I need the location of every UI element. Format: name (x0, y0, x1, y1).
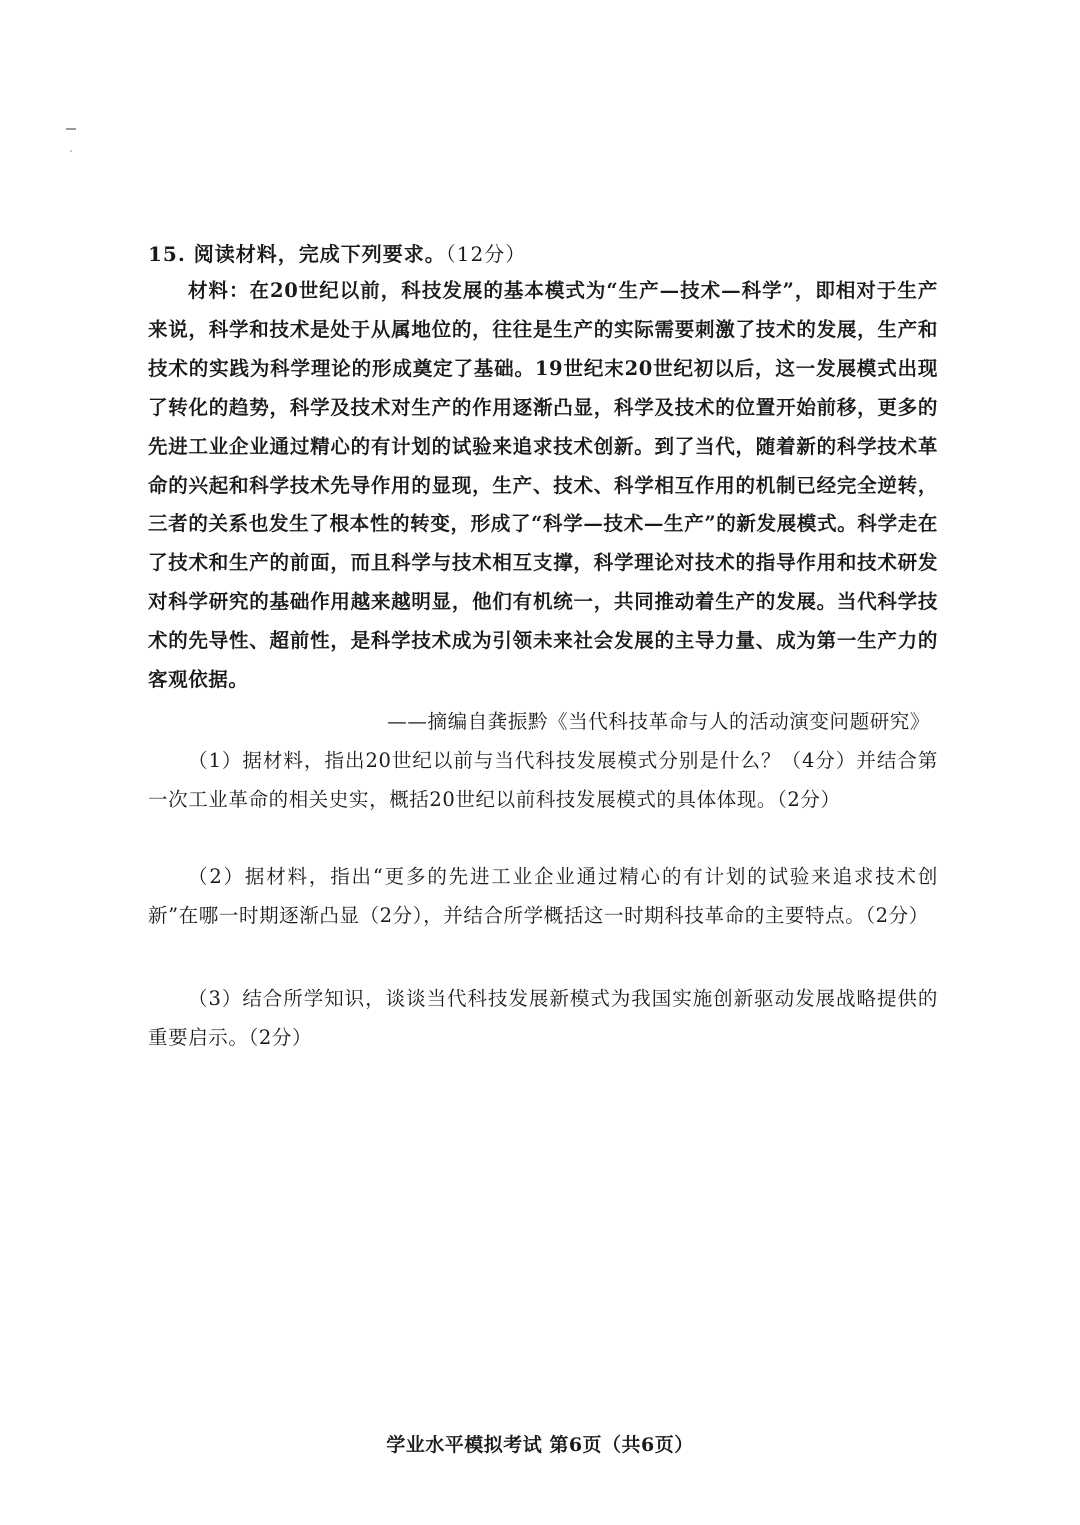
material-label: 材料： (188, 279, 250, 302)
material-paragraph (148, 272, 938, 700)
sub-question-1: （1）据材料，指出20世纪以前与当代科技发展模式分别是什么？（4分）并结合第一次工业革命的相关史实，概括20世纪以前科技发展模式的具体体现。（2分） (148, 749, 938, 811)
material-text: 在20世纪以前，科技发展的基本模式为“生产—技术—科学”，即相对于生产来说，科学和技术是处于从属地位的，往往是生产的实际需要刺激了技术的发展，生产和技术的实践为科学理论的形成奠定了基础。19世纪末20世纪初以后，这一发展模式出现了转化的趋势，科学及技术对生产的作用逐渐凸显，科学及技术的位置开始前移，更多的先进工业企业通过精心的有计划的试验来追求技术创新。到了当代，随着新的科学技术革命的兴起和科学技术先导作用的显现，生产、技术、科学相互作用的机制已经完全逆转，三者的关系也发生了根本性的转变，形成了“科学—技术—生产”的新发展模式。科学走在了技术和生产的前面，而且科学与技术相互支撑，科学理论对技术的指导作用和技术研发对科学研究的基础作用越来越明显，他们有机统一，共同推动着生产的发展。当代科学技术的先导性、超前性，是科学技术成为引领未来社会发展的主导力量、成为第一生产力的客观依据。 (148, 279, 938, 692)
scan-artifact-mark (66, 128, 76, 130)
question-score: （12分） (445, 242, 527, 266)
question-number: 15. (148, 242, 186, 266)
question-instruction: 阅读材料，完成下列要求。 (193, 242, 446, 266)
sub-question-3: （3）结合所学知识，谈谈当代科技发展新模式为我国实施创新驱动发展战略提供的重要启示。（2分） (148, 987, 938, 1049)
page-footer: 学业水平模拟考试 第6页（共6页） (386, 1434, 694, 1456)
material-source: ——摘编自龚振黔《当代科技革命与人的活动演变问题研究》 (387, 710, 930, 733)
question-title (148, 238, 526, 267)
sub-question-2: （2）据材料，指出“更多的先进工业企业通过精心的有计划的试验来追求技术创新”在哪一时期逐渐凸显（2分），并结合所学概括这一时期科技革命的主要特点。（2分） (148, 865, 938, 927)
scan-artifact-dot (70, 150, 72, 152)
